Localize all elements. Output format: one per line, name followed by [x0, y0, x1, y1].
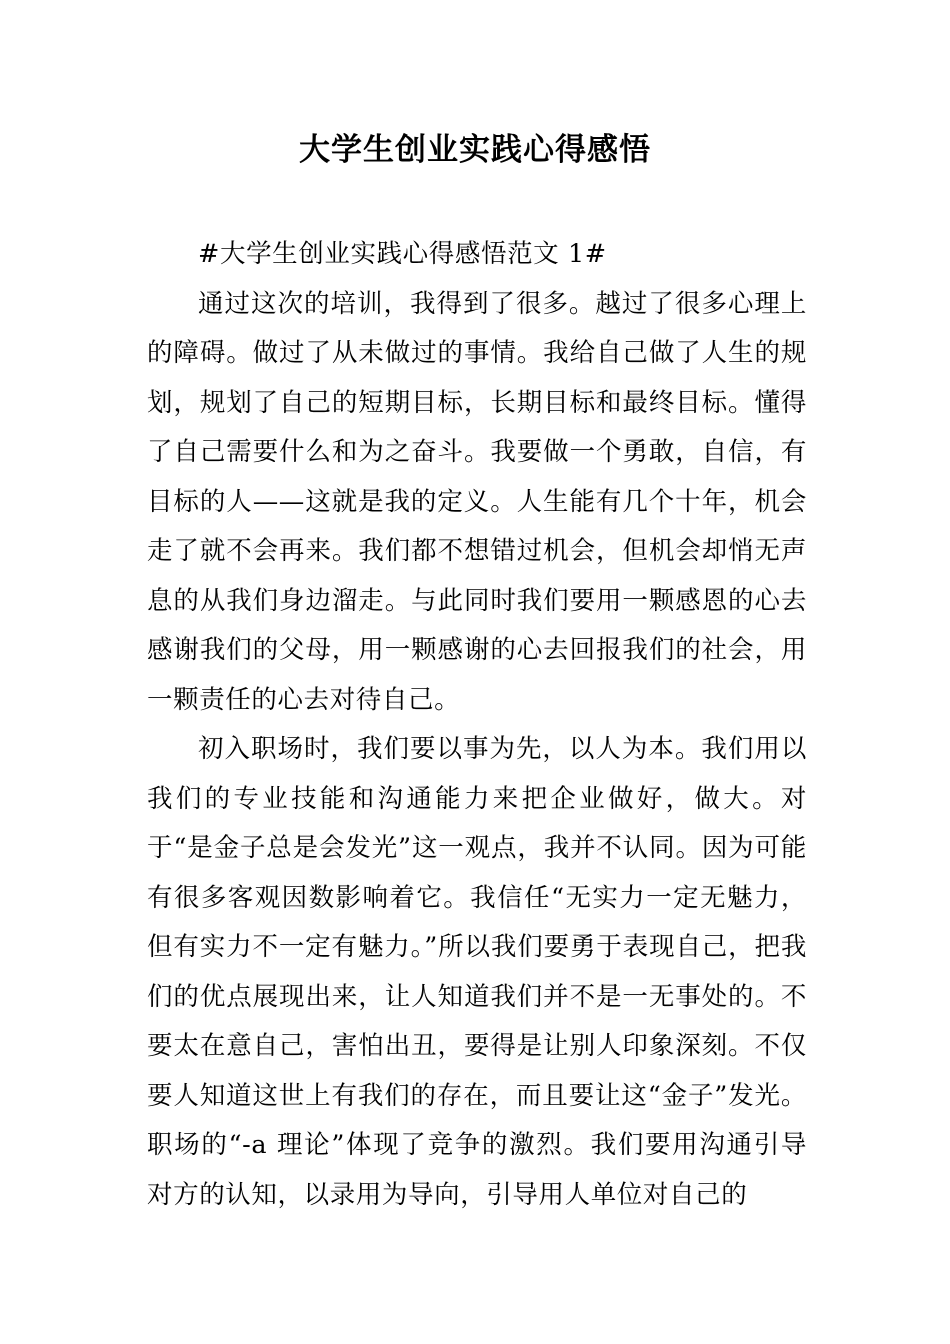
paragraph-2: 初入职场时，我们要以事为先，以人为本。我们用以我们的专业技能和沟通能力来把企业做好，做大。对于“是金子总是会发光”这一观点，我并不认同。因为可能有很多客观因数影响着它。我信任“无实力一定无魅力，但有实力不一定有魅力。”所以我们要勇于表现自己，把我们的优点展现出来，让人知道我们并不是一无事处的。不要太在意自己，害怕出丑，要得是让别人印象深刻。不仅要人知道这世上有我们的存在，而且要让这“金子”发光。职场的“-a 理论”体现了竞争的激烈。我们要用沟通引导对方的认知，以录用为导向，引导用人单位对自己的 [147, 734, 807, 1210]
document-title: 大学生创业实践心得感悟 [299, 132, 651, 168]
section-heading: #大学生创业实践心得感悟范文 1# [198, 239, 607, 269]
paragraph-1: 通过这次的培训，我得到了很多。越过了很多心理上的障碍。做过了从未做过的事情。我给自己做了人生的规划，规划了自己的短期目标，长期目标和最终目标。懂得了自己需要什么和为之奋斗。我要做一个勇敢，自信，有目标的人——这就是我的定义。人生能有几个十年，机会走了就不会再来。我们都不想错过机会，但机会却悄无声息的从我们身边溜走。与此同时我们要用一颗感恩的心去感谢我们的父母，用一颗感谢的心去回报我们的社会，用一颗责任的心去对待自己。 [147, 288, 807, 715]
document-body [147, 230, 807, 1220]
